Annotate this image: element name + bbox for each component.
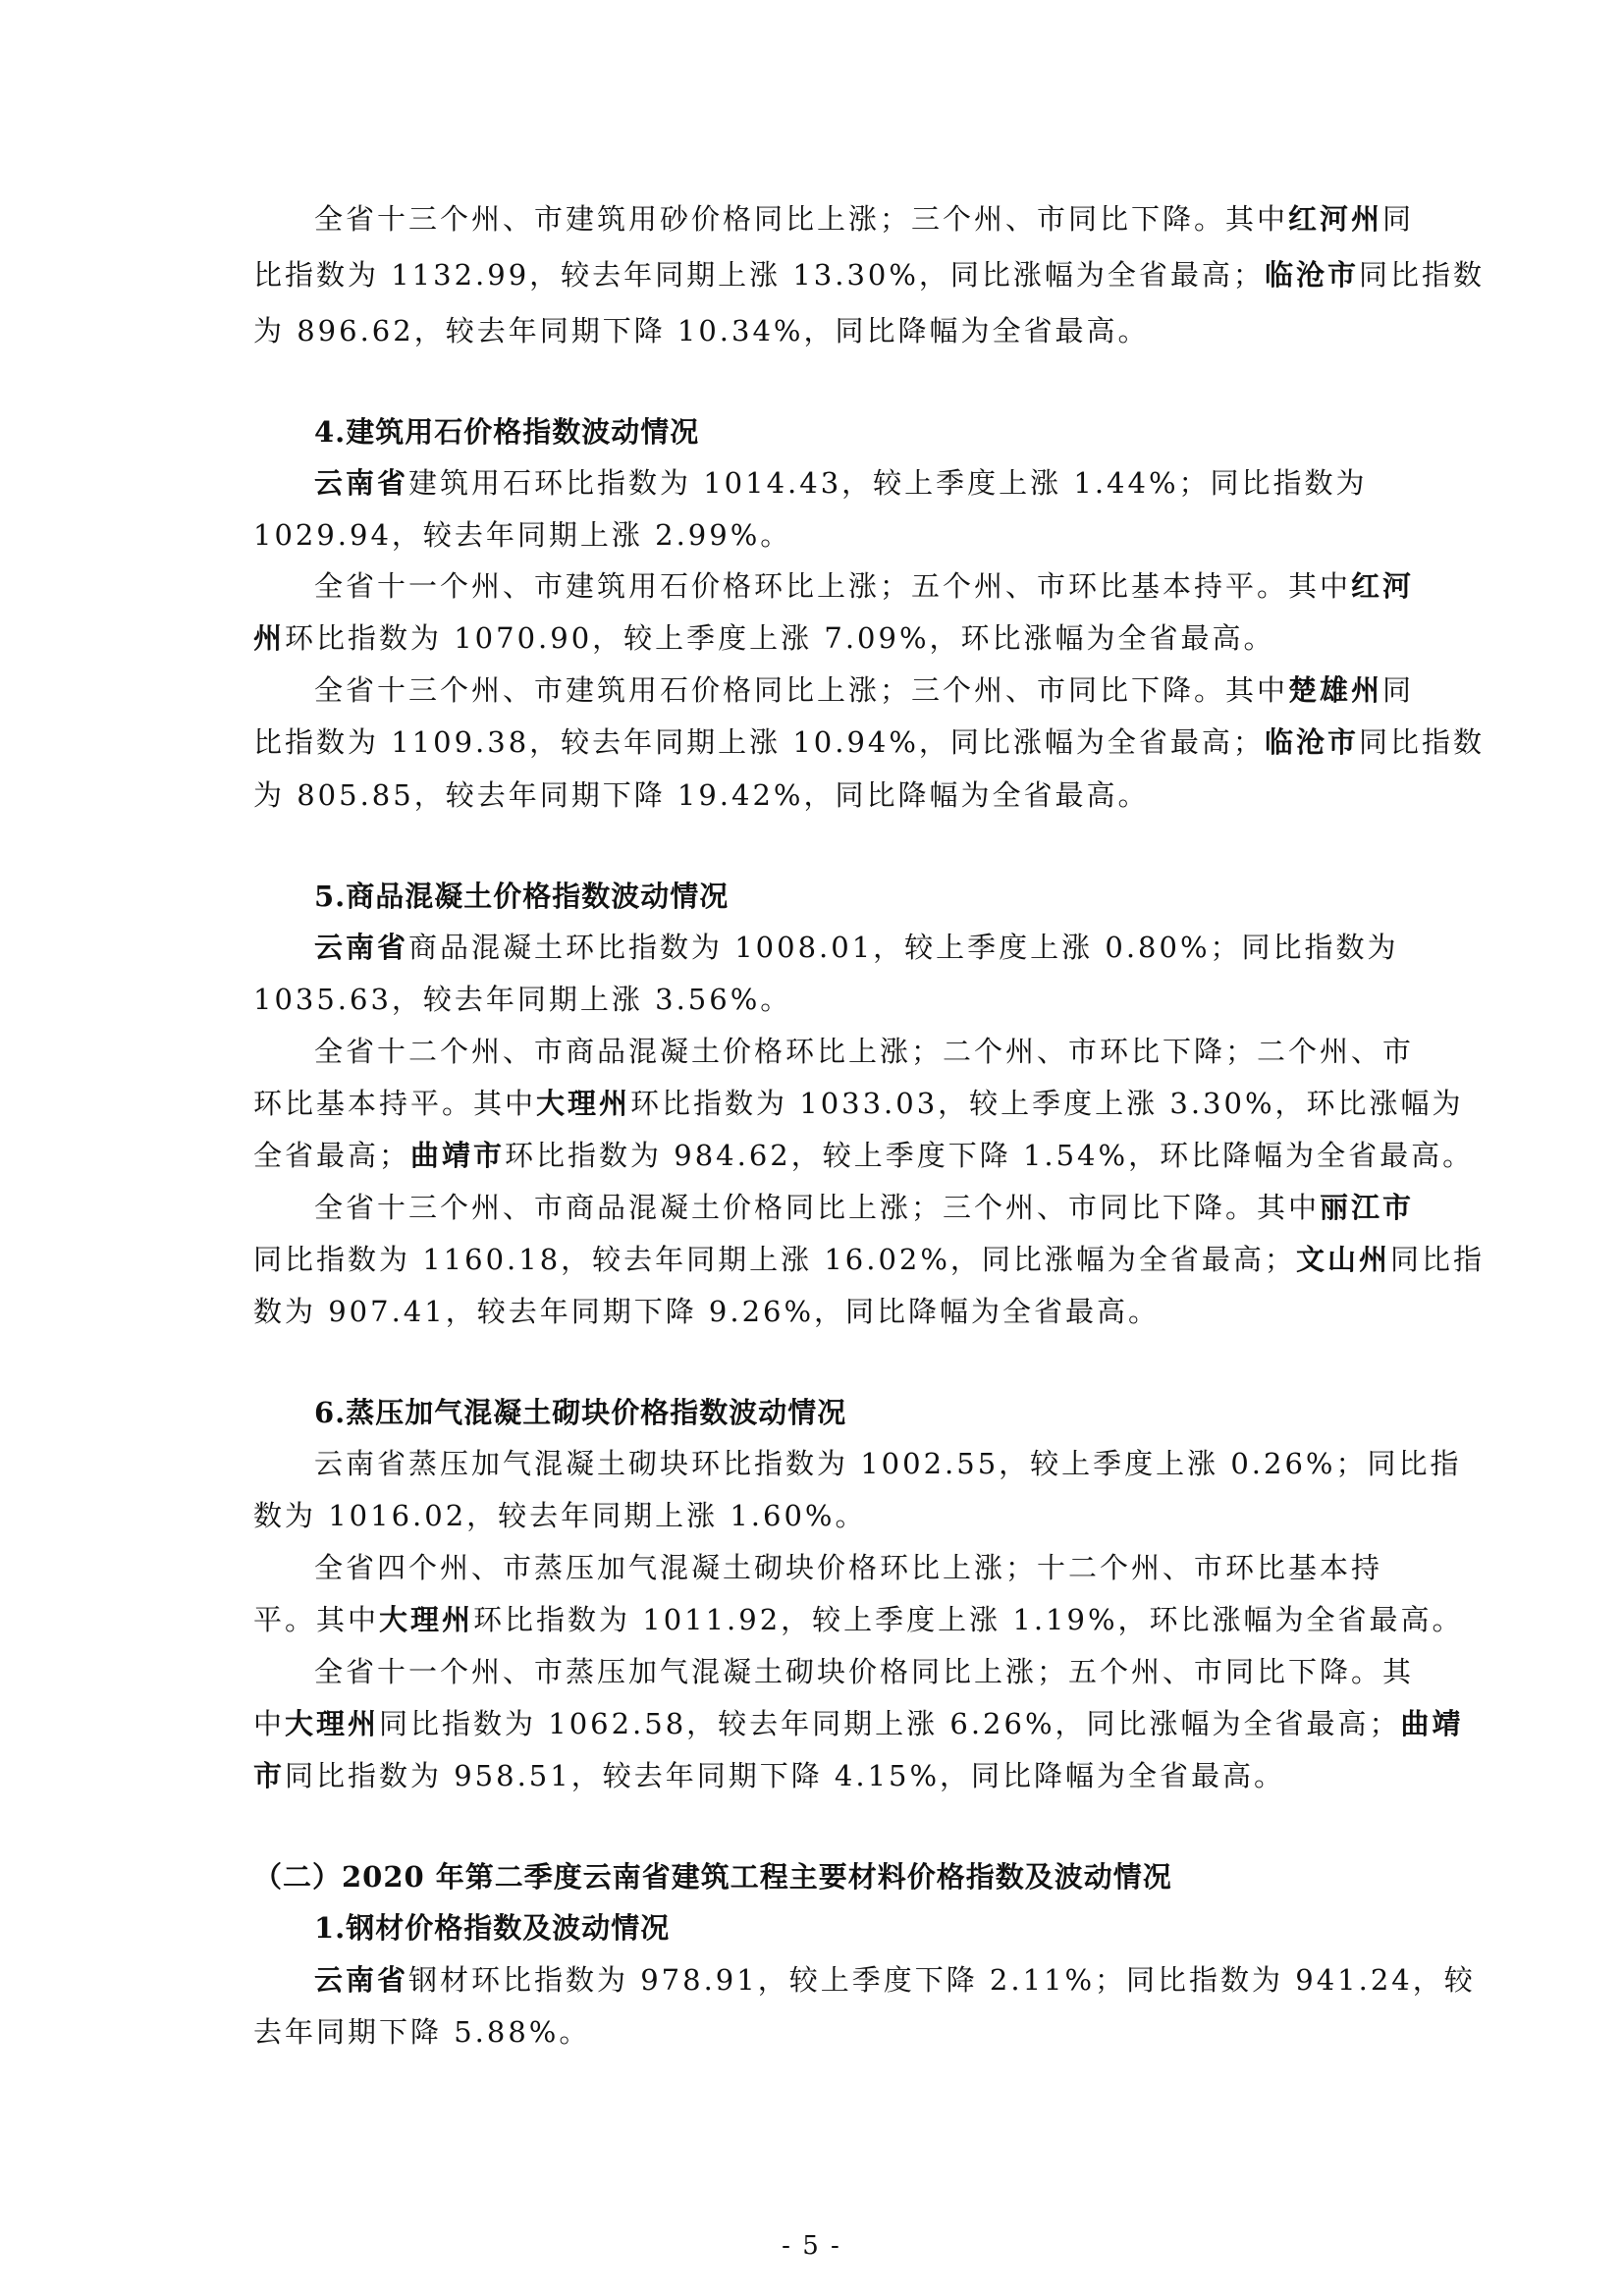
text-line — [253, 1704, 1464, 1743]
text-line — [314, 1548, 1382, 1587]
text-segment: 同比指数为 958.51，较去年同期下降 4.15%，同比降幅为全省最高。 — [285, 1759, 1286, 1792]
text-segment: 商品混凝土环比指数为 1008.01，较上季度上涨 0.80%；同比指数为 — [408, 931, 1399, 964]
text-segment: 数为 1016.02，较去年同期上涨 1.60%。 — [253, 1499, 867, 1532]
text-segment: 同 — [1382, 202, 1415, 236]
text-line — [253, 775, 1150, 815]
section-heading — [314, 412, 699, 452]
text-segment: 环比指数为 1070.90，较上季度上涨 7.09%，环比涨幅为全省最高。 — [285, 621, 1275, 655]
text-line — [314, 928, 1399, 967]
text-segment: 全省十一个州、市蒸压加气混凝土砌块价格同比上涨；五个州、市同比下降。其 — [314, 1655, 1415, 1688]
bold-region-name: 云南省 — [314, 1963, 409, 1997]
section-heading — [314, 1393, 846, 1432]
text-line — [314, 566, 1414, 606]
bold-region-name: 大理州 — [379, 1603, 474, 1636]
section-heading — [314, 877, 729, 916]
text-segment: 同比指数为 1160.18，较去年同期上涨 16.02%，同比涨幅为全省最高； — [253, 1243, 1296, 1276]
bold-region-name: 临沧市 — [1264, 725, 1359, 759]
text-segment: 全省十一个州、市建筑用石价格环比上涨；五个州、市环比基本持平。其中 — [314, 569, 1352, 603]
bold-region-name: 楚雄州 — [1288, 673, 1383, 707]
text-line — [314, 199, 1414, 239]
text-line — [253, 2012, 590, 2052]
text-segment: 同比指数 — [1358, 725, 1485, 759]
text-line — [253, 1084, 1464, 1123]
bold-region-name: 大理州 — [536, 1087, 631, 1120]
text-segment: 去年同期下降 5.88%。 — [253, 2015, 591, 2049]
text-segment: 环比指数为 984.62，较上季度下降 1.54%，环比降幅为全省最高。 — [505, 1139, 1475, 1172]
text-segment: 全省四个州、市蒸压加气混凝土砌块价格环比上涨；十二个州、市环比基本持 — [314, 1551, 1383, 1584]
bold-region-name: 临沧市 — [1264, 258, 1359, 292]
text-line — [253, 255, 1485, 294]
text-line — [253, 1600, 1464, 1639]
text-line — [253, 980, 791, 1019]
text-line — [314, 1032, 1414, 1071]
text-segment: 建筑用石环比指数为 1014.43，较上季度上涨 1.44%；同比指数为 — [408, 466, 1368, 500]
text-line — [253, 1240, 1485, 1279]
text-segment: 环比基本持平。其中 — [253, 1087, 537, 1120]
text-line — [314, 670, 1414, 710]
text-line — [253, 1756, 1285, 1795]
text-segment: 5.商品混凝土价格指数波动情况 — [314, 880, 730, 913]
text-segment: 6.蒸压加气混凝土砌块价格指数波动情况 — [314, 1396, 847, 1429]
text-segment: 平。其中 — [253, 1603, 380, 1636]
text-segment: 为 896.62，较去年同期下降 10.34%，同比降幅为全省最高。 — [253, 314, 1150, 347]
text-segment: 比指数为 1109.38，较去年同期上涨 10.94%，同比涨幅为全省最高； — [253, 725, 1265, 759]
text-segment: 1.钢材价格指数及波动情况 — [314, 1911, 671, 1945]
text-segment: 1035.63，较去年同期上涨 3.56%。 — [253, 983, 792, 1016]
text-line — [253, 515, 791, 555]
text-segment: 全省十三个州、市建筑用石价格同比上涨；三个州、市同比下降。其中 — [314, 673, 1289, 707]
text-segment: 1029.94，较去年同期上涨 2.99%。 — [253, 518, 792, 552]
text-line — [253, 311, 1150, 350]
text-segment: 比指数为 1132.99，较去年同期上涨 13.30%，同比涨幅为全省最高； — [253, 258, 1265, 292]
page-number: - 5 - — [782, 2231, 841, 2261]
bold-region-name: 州 — [253, 621, 286, 655]
text-segment: 数为 907.41，较去年同期下降 9.26%，同比降幅为全省最高。 — [253, 1295, 1161, 1328]
text-segment: 同 — [1382, 673, 1415, 707]
text-segment: 同比指 — [1389, 1243, 1485, 1276]
text-segment: 云南省蒸压加气混凝土砌块环比指数为 1002.55，较上季度上涨 0.26%；同比指 — [314, 1447, 1462, 1480]
text-line — [314, 463, 1368, 503]
bold-region-name: 红河州 — [1288, 202, 1383, 236]
text-line — [314, 1652, 1414, 1691]
text-line — [253, 618, 1275, 658]
text-segment: 同比指数 — [1358, 258, 1485, 292]
text-segment: 为 805.85，较去年同期下降 19.42%，同比降幅为全省最高。 — [253, 778, 1150, 812]
bold-region-name: 云南省 — [314, 466, 409, 500]
text-segment: （二）2020 年第二季度云南省建筑工程主要材料价格指数及波动情况 — [253, 1860, 1172, 1894]
text-line — [314, 1960, 1476, 2000]
text-segment: 全省十三个州、市商品混凝土价格同比上涨；三个州、市同比下降。其中 — [314, 1191, 1321, 1224]
bold-region-name: 曲靖市 — [410, 1139, 506, 1172]
bold-region-name: 市 — [253, 1759, 286, 1792]
text-line — [314, 1188, 1414, 1227]
bold-region-name: 红河 — [1351, 569, 1415, 603]
bold-region-name: 云南省 — [314, 931, 409, 964]
text-segment: 全省最高； — [253, 1139, 411, 1172]
text-segment: 4.建筑用石价格指数波动情况 — [314, 415, 700, 449]
text-line — [253, 1292, 1160, 1331]
text-segment: 同比指数为 1062.58，较去年同期上涨 6.26%，同比涨幅为全省最高； — [379, 1707, 1401, 1740]
text-line — [253, 1496, 867, 1535]
bold-region-name: 曲靖 — [1400, 1707, 1464, 1740]
text-segment: 环比指数为 1011.92，较上季度上涨 1.19%，环比涨幅为全省最高。 — [473, 1603, 1464, 1636]
text-line — [253, 1136, 1474, 1175]
text-line — [314, 1444, 1462, 1483]
bold-region-name: 丽江市 — [1320, 1191, 1415, 1224]
bold-region-name: 大理州 — [285, 1707, 380, 1740]
section-heading — [253, 1857, 1172, 1896]
text-segment: 全省十二个州、市商品混凝土价格环比上涨；二个州、市环比下降；二个州、市 — [314, 1035, 1415, 1068]
text-segment: 全省十三个州、市建筑用砂价格同比上涨；三个州、市同比下降。其中 — [314, 202, 1289, 236]
bold-region-name: 文山州 — [1295, 1243, 1390, 1276]
section-heading — [314, 1908, 670, 1948]
text-segment: 中 — [253, 1707, 286, 1740]
text-segment: 钢材环比指数为 978.91，较上季度下降 2.11%；同比指数为 941.24，较 — [408, 1963, 1476, 1997]
text-line — [253, 722, 1485, 762]
text-segment: 环比指数为 1033.03，较上季度上涨 3.30%，环比涨幅为 — [630, 1087, 1464, 1120]
